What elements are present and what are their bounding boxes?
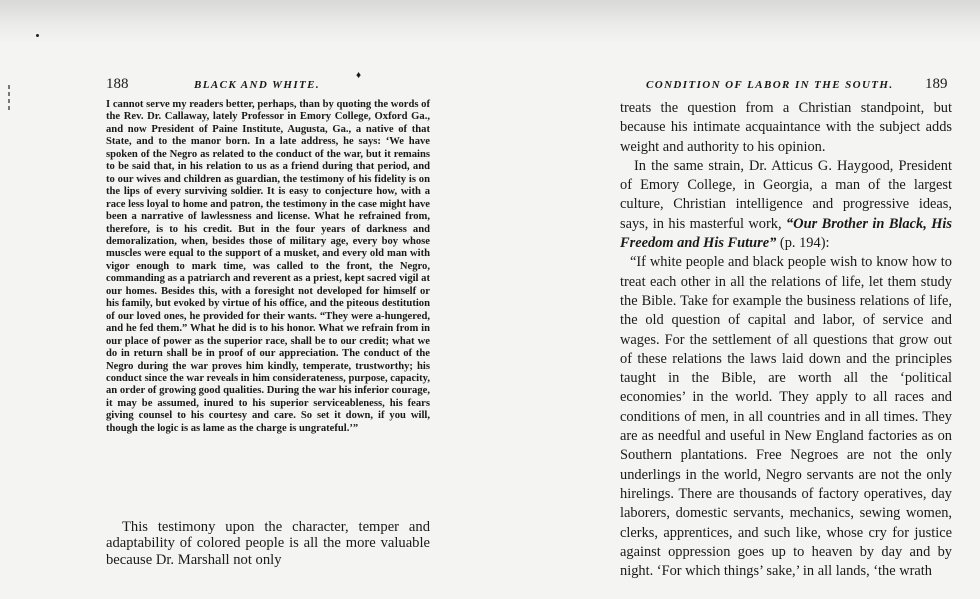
caret-mark: ♦ [356,70,362,81]
quoted-passage: I cannot serve my readers better, perhaps, than by quoting the words of the Rev. Dr. Callaway, lately Professor in Emory College, Oxford Ga., and now President of Paine Institute, Augusta, Ga., a native of that State, and to the manor born. In a late address, he says: ‘We have spoken of the Negro as related to the conduct of the war, but it remains to be said that, in his relation to us as a friend during that period, and to our wives and children as guardian, the testimony of his fidelity is on the lips of every surviving soldier. It is easy to conjecture how, with a race less loyal to home and patron, the testimony in the case might have been a narrative of lawlessness and license. What he refrained from, therefore, is to his credit. But in the four years of darkness and demoralization, when, besides those of military age, every boy whose muscles were equal to the support of a musket, and every old man with vigor enough to mark time, was called to the front, the Negro, commanding as a patriarch and reverent as a priest, kept sacred vigil at our homes. Besides this, with a foresight not developed for himself or his family, but evoked by virtue of his office, and the piteous destitution of our loved ones, he provided for their wants. “They were a-hungered, and he fed them.” What he did is to his honor. What we refrain from in our place of power as the superior race, shall be to our credit; what we do in return shall be in proof of our appreciation. The conduct of the Negro during the war proves him kindly, temperate, trustworthy; his conduct since the war reveals in him considerateness, purpose, capacity, an order of growing good qualities. During the war his inferior courage, it may be assumed, inured to his superior serviceableness, his fears giving counsel to his courtesy and care. So set it down, if you will, though the logic is as lame as the charge is ungrateful.’” [106,99,430,434]
body-paragraph: This testimony upon the character, temper and adaptability of colored people is all the more valuable because Dr. Marshall not only [106,519,430,568]
running-head: BLACK AND WHITE. [194,79,321,91]
body-text [620,99,952,581]
page-number: 188 [106,76,129,92]
page-number: 189 [925,76,948,92]
right-page [500,0,980,599]
book-title: “Our Brother in Black, His Freedom and His Future” [620,215,952,252]
paragraph-text: In the same strain, Dr. Atticus G. Haygood, President of Emory College, in Georgia, a man of the largest culture, Christian intelligence and progressive ideas, says, in his masterful work, [620,157,952,232]
body-paragraph: treats the question from a Christian standpoint, but because his intimate acquaintance with the subject adds weight and authority to his opinion. [620,100,952,155]
page-reference: (p. 194): [776,235,830,252]
body-paragraph [620,157,952,253]
running-head: CONDITION OF LABOR IN THE SOUTH. [646,79,894,91]
quoted-paragraph: “If white people and black people wish to know how to treat each other in all the relations of life, let them study the Bible. Take for example the business relations of life, the old question of capital and labor, of service and wages. For the settlement of all questions that grow out of these relations the laws laid down and the principles taught in the Bible, are worth all the ‘political economies’ in the world. They apply to all races and conditions of men, in all countries and in all times. They are as needful and useful in New England factories as on Southern plantations. Free Negroes are not the only underlings in the world, Negro servants are not the only hirelings. There are thousands of factory operatives, day laborers, domestic servants, mechanics, sewing women, clerks, apprentices, and such like, whose cry for justice against oppression goes up to heaven by day and by night. ‘For which things’ sake,’ in all lands, ‘the wrath [620,254,952,580]
